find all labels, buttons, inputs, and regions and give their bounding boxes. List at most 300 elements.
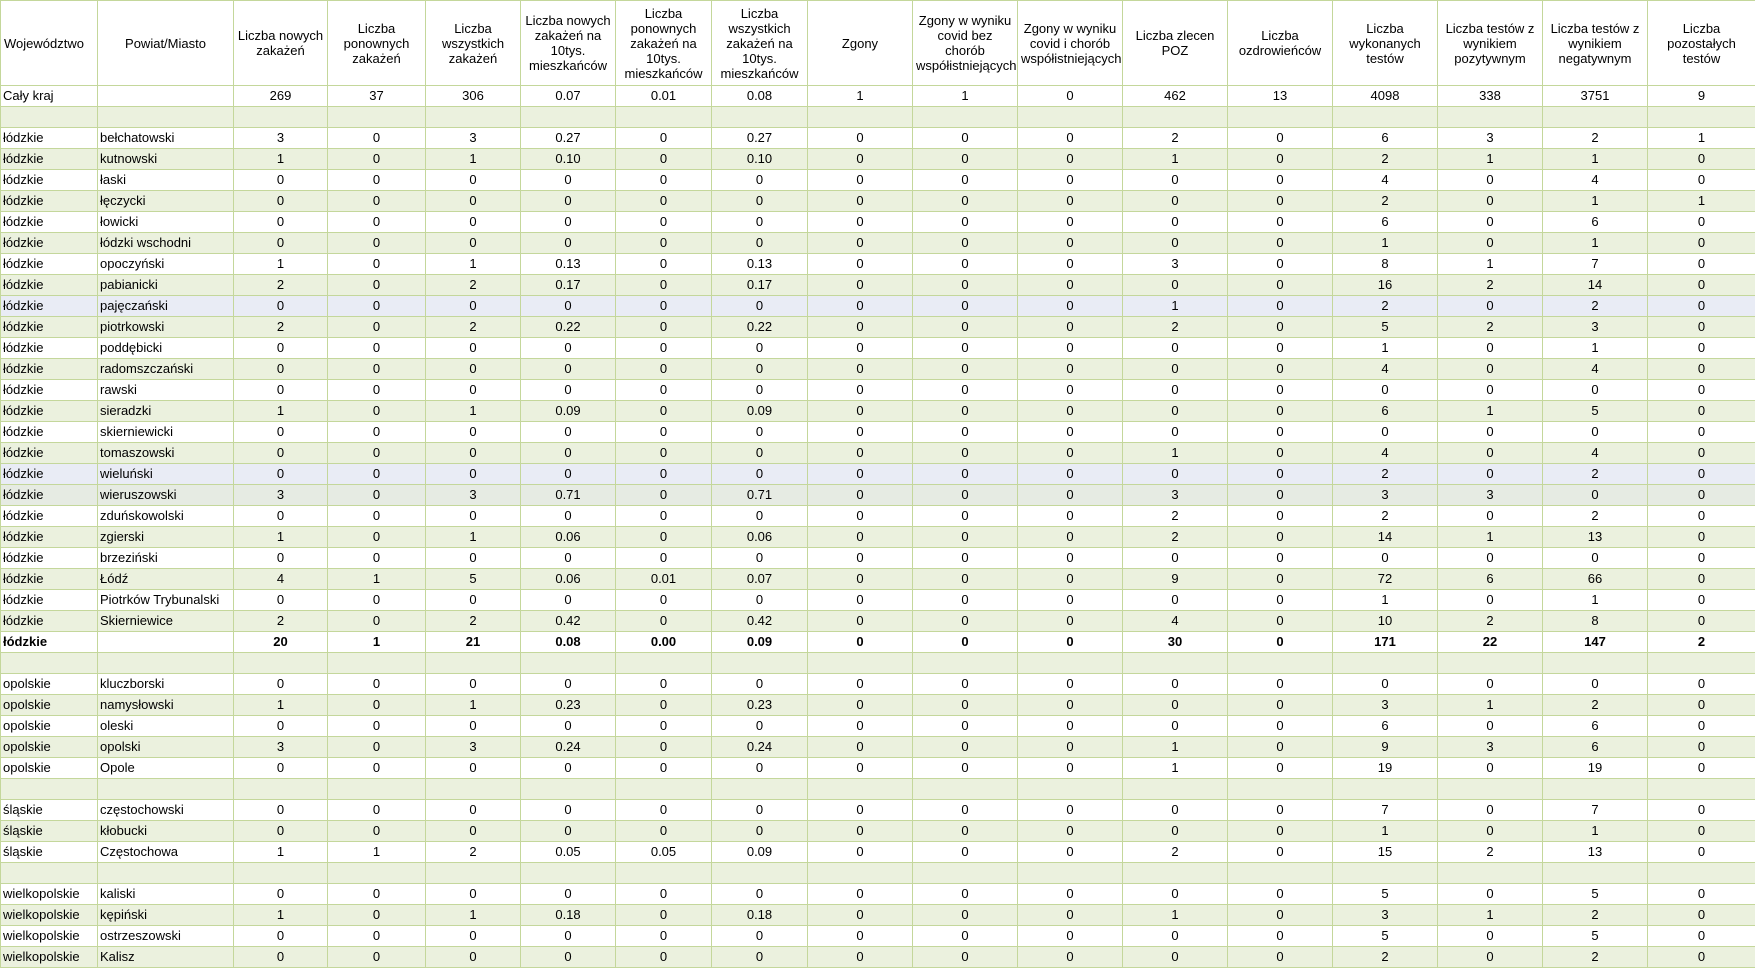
table-cell[interactable] — [712, 863, 808, 884]
table-cell[interactable] — [712, 107, 808, 128]
table-cell[interactable]: 0 — [1438, 674, 1543, 695]
table-cell[interactable]: 1 — [1438, 527, 1543, 548]
table-cell[interactable] — [426, 653, 521, 674]
table-cell[interactable]: 0 — [616, 275, 712, 296]
table-cell[interactable]: 0 — [913, 674, 1018, 695]
table-cell[interactable] — [913, 779, 1018, 800]
table-cell[interactable]: 0 — [1018, 464, 1123, 485]
table-cell[interactable]: 0 — [1228, 527, 1333, 548]
table-cell[interactable]: 0 — [616, 758, 712, 779]
table-cell[interactable] — [808, 863, 913, 884]
table-cell[interactable]: 5 — [1543, 401, 1648, 422]
table-cell[interactable]: 9 — [1333, 737, 1438, 758]
table-cell[interactable]: 0 — [1228, 422, 1333, 443]
table-cell[interactable]: 0 — [234, 548, 328, 569]
table-cell[interactable]: 6 — [1333, 716, 1438, 737]
table-cell[interactable]: 0 — [234, 191, 328, 212]
table-cell[interactable]: 0 — [1228, 317, 1333, 338]
table-cell[interactable]: 3 — [426, 128, 521, 149]
table-cell[interactable] — [521, 779, 616, 800]
table-cell[interactable] — [1333, 863, 1438, 884]
table-cell[interactable]: 3 — [1543, 317, 1648, 338]
table-cell[interactable]: 21 — [426, 632, 521, 653]
table-cell[interactable]: 0 — [1123, 590, 1228, 611]
table-cell[interactable]: 14 — [1333, 527, 1438, 548]
table-cell[interactable]: 0.10 — [712, 149, 808, 170]
table-cell[interactable] — [1648, 107, 1755, 128]
table-cell[interactable]: 1 — [234, 695, 328, 716]
table-cell[interactable]: 0 — [1018, 632, 1123, 653]
table-cell[interactable]: 0 — [1438, 170, 1543, 191]
table-cell[interactable]: 0 — [1018, 170, 1123, 191]
table-cell[interactable]: 0 — [712, 380, 808, 401]
table-cell[interactable]: 3 — [1123, 254, 1228, 275]
table-cell[interactable]: 2 — [1438, 842, 1543, 863]
table-cell[interactable] — [1, 653, 98, 674]
table-cell[interactable]: 1 — [328, 842, 426, 863]
table-cell[interactable]: kluczborski — [98, 674, 234, 695]
table-cell[interactable]: 0 — [328, 716, 426, 737]
table-cell[interactable]: 1 — [1543, 590, 1648, 611]
table-cell[interactable]: 0 — [616, 128, 712, 149]
table-cell[interactable] — [1, 107, 98, 128]
table-cell[interactable]: 3 — [1438, 485, 1543, 506]
table-cell[interactable]: 0 — [712, 947, 808, 968]
table-cell[interactable]: 4 — [1543, 359, 1648, 380]
table-cell[interactable]: 1 — [1123, 149, 1228, 170]
table-cell[interactable]: 0 — [808, 254, 913, 275]
table-cell[interactable]: 0 — [328, 254, 426, 275]
table-cell[interactable]: 0 — [1018, 380, 1123, 401]
table-cell[interactable]: 8 — [1543, 611, 1648, 632]
table-cell[interactable]: 0 — [616, 548, 712, 569]
table-cell[interactable]: 0 — [1123, 170, 1228, 191]
table-cell[interactable]: 0.23 — [712, 695, 808, 716]
table-cell[interactable]: 0 — [1228, 443, 1333, 464]
table-cell[interactable]: 1 — [328, 632, 426, 653]
table-cell[interactable]: 0 — [1228, 359, 1333, 380]
table-cell[interactable]: opolskie — [1, 758, 98, 779]
table-cell[interactable]: 0 — [616, 338, 712, 359]
table-cell[interactable]: łódzkie — [1, 464, 98, 485]
table-cell[interactable]: 0 — [1438, 338, 1543, 359]
table-cell[interactable]: 0 — [1228, 233, 1333, 254]
table-cell[interactable]: 0 — [426, 506, 521, 527]
table-cell[interactable]: 0 — [1228, 170, 1333, 191]
table-cell[interactable]: 3 — [1333, 695, 1438, 716]
table-cell[interactable]: łódzkie — [1, 632, 98, 653]
table-cell[interactable]: 2 — [1333, 947, 1438, 968]
table-cell[interactable]: 0 — [1228, 296, 1333, 317]
table-cell[interactable]: 0 — [1648, 233, 1755, 254]
table-cell[interactable]: łęczycki — [98, 191, 234, 212]
column-header[interactable]: Liczba ponownych zakażeń — [328, 1, 426, 86]
table-cell[interactable]: 2 — [1543, 695, 1648, 716]
table-cell[interactable]: 0 — [913, 380, 1018, 401]
table-cell[interactable]: 0 — [1438, 359, 1543, 380]
table-cell[interactable]: 0 — [616, 170, 712, 191]
table-cell[interactable]: 0 — [1228, 821, 1333, 842]
table-cell[interactable]: 3 — [234, 128, 328, 149]
table-cell[interactable]: 0 — [426, 380, 521, 401]
table-cell[interactable]: 1 — [234, 905, 328, 926]
table-cell[interactable]: 0 — [328, 464, 426, 485]
table-cell[interactable]: 2 — [1123, 128, 1228, 149]
table-cell[interactable]: 0 — [616, 674, 712, 695]
table-cell[interactable]: 0 — [1648, 170, 1755, 191]
column-header[interactable]: Liczba testów z wynikiem negatywnym — [1543, 1, 1648, 86]
table-cell[interactable]: 0 — [1228, 464, 1333, 485]
table-cell[interactable]: 0 — [913, 191, 1018, 212]
table-cell[interactable]: 0 — [1018, 800, 1123, 821]
table-cell[interactable]: 0 — [808, 296, 913, 317]
column-header[interactable]: Powiat/Miasto — [98, 1, 234, 86]
table-cell[interactable]: 0 — [1123, 464, 1228, 485]
table-cell[interactable]: Kalisz — [98, 947, 234, 968]
table-cell[interactable]: 0 — [1123, 380, 1228, 401]
table-cell[interactable]: 13 — [1543, 842, 1648, 863]
table-cell[interactable]: 0 — [328, 821, 426, 842]
table-cell[interactable]: 3 — [234, 485, 328, 506]
table-cell[interactable]: 0 — [808, 149, 913, 170]
table-cell[interactable]: 0 — [234, 380, 328, 401]
table-cell[interactable] — [98, 86, 234, 107]
table-cell[interactable]: 0 — [1018, 695, 1123, 716]
table-cell[interactable]: 0 — [426, 674, 521, 695]
table-cell[interactable]: 0 — [1333, 380, 1438, 401]
table-cell[interactable]: 0 — [1018, 611, 1123, 632]
table-cell[interactable]: 0 — [521, 800, 616, 821]
table-cell[interactable]: 0 — [808, 191, 913, 212]
table-cell[interactable]: ostrzeszowski — [98, 926, 234, 947]
table-cell[interactable]: 0 — [913, 611, 1018, 632]
table-cell[interactable]: 19 — [1543, 758, 1648, 779]
table-cell[interactable]: 147 — [1543, 632, 1648, 653]
table-cell[interactable]: 0.17 — [712, 275, 808, 296]
table-cell[interactable]: 0 — [1228, 212, 1333, 233]
table-cell[interactable]: 0 — [1228, 611, 1333, 632]
table-cell[interactable]: 0 — [1123, 884, 1228, 905]
table-cell[interactable]: 0 — [234, 758, 328, 779]
table-cell[interactable]: 0 — [913, 905, 1018, 926]
table-cell[interactable]: 37 — [328, 86, 426, 107]
table-cell[interactable]: łódzkie — [1, 401, 98, 422]
table-cell[interactable]: 0 — [712, 422, 808, 443]
table-cell[interactable]: 0.05 — [616, 842, 712, 863]
table-cell[interactable]: łódzkie — [1, 527, 98, 548]
table-cell[interactable]: łódzkie — [1, 191, 98, 212]
table-cell[interactable] — [712, 779, 808, 800]
table-cell[interactable]: 0.07 — [521, 86, 616, 107]
table-cell[interactable]: 0 — [808, 947, 913, 968]
table-cell[interactable]: 0 — [1438, 947, 1543, 968]
table-cell[interactable]: 0 — [1648, 716, 1755, 737]
table-cell[interactable]: 0 — [913, 212, 1018, 233]
table-cell[interactable]: 0 — [1018, 716, 1123, 737]
table-cell[interactable]: łowicki — [98, 212, 234, 233]
table-cell[interactable]: 0 — [1543, 422, 1648, 443]
table-cell[interactable]: 2 — [1438, 611, 1543, 632]
table-cell[interactable]: 0 — [328, 422, 426, 443]
table-cell[interactable]: 0.23 — [521, 695, 616, 716]
table-cell[interactable]: 0 — [1648, 212, 1755, 233]
table-cell[interactable]: wieruszowski — [98, 485, 234, 506]
table-cell[interactable]: 0 — [328, 443, 426, 464]
table-cell[interactable]: 0 — [1228, 674, 1333, 695]
table-cell[interactable]: 0 — [1228, 884, 1333, 905]
table-cell[interactable]: 0 — [328, 338, 426, 359]
table-cell[interactable]: 0 — [1018, 821, 1123, 842]
table-cell[interactable] — [1543, 863, 1648, 884]
table-cell[interactable]: 0 — [234, 821, 328, 842]
table-cell[interactable]: 0 — [712, 926, 808, 947]
table-cell[interactable]: 1 — [1438, 254, 1543, 275]
table-cell[interactable]: 0 — [426, 296, 521, 317]
table-cell[interactable] — [1123, 863, 1228, 884]
table-cell[interactable]: 0 — [1123, 548, 1228, 569]
table-cell[interactable]: 0 — [1438, 296, 1543, 317]
table-cell[interactable]: 0 — [521, 590, 616, 611]
table-cell[interactable]: łódzkie — [1, 485, 98, 506]
table-cell[interactable]: 0 — [234, 170, 328, 191]
table-cell[interactable]: 306 — [426, 86, 521, 107]
table-cell[interactable]: 0 — [328, 317, 426, 338]
table-cell[interactable]: 0 — [1648, 926, 1755, 947]
table-cell[interactable]: 0 — [1018, 212, 1123, 233]
table-cell[interactable]: 0 — [616, 233, 712, 254]
table-cell[interactable]: opolski — [98, 737, 234, 758]
table-cell[interactable]: 0 — [1018, 233, 1123, 254]
table-cell[interactable]: 1 — [1543, 191, 1648, 212]
table-cell[interactable]: 0 — [1123, 821, 1228, 842]
table-cell[interactable]: łódzkie — [1, 611, 98, 632]
table-cell[interactable]: 0 — [808, 569, 913, 590]
table-cell[interactable]: 0 — [328, 149, 426, 170]
table-cell[interactable]: 0.13 — [521, 254, 616, 275]
table-cell[interactable] — [234, 863, 328, 884]
table-cell[interactable]: 338 — [1438, 86, 1543, 107]
table-cell[interactable] — [1648, 653, 1755, 674]
table-cell[interactable]: 1 — [1438, 401, 1543, 422]
table-cell[interactable]: 2 — [1123, 842, 1228, 863]
table-cell[interactable]: 5 — [1333, 884, 1438, 905]
table-cell[interactable]: 4098 — [1333, 86, 1438, 107]
table-cell[interactable]: 13 — [1228, 86, 1333, 107]
table-cell[interactable] — [426, 863, 521, 884]
table-cell[interactable]: łaski — [98, 170, 234, 191]
table-cell[interactable]: 0 — [1123, 695, 1228, 716]
table-cell[interactable]: 1 — [1438, 695, 1543, 716]
table-cell[interactable]: wielkopolskie — [1, 905, 98, 926]
table-cell[interactable]: 0 — [426, 212, 521, 233]
table-cell[interactable]: 0 — [913, 359, 1018, 380]
table-cell[interactable]: 0 — [1228, 695, 1333, 716]
table-cell[interactable]: 0.27 — [521, 128, 616, 149]
table-cell[interactable]: 1 — [808, 86, 913, 107]
table-cell[interactable]: 1 — [234, 527, 328, 548]
table-cell[interactable]: 0 — [808, 275, 913, 296]
table-cell[interactable]: 0 — [1228, 842, 1333, 863]
table-cell[interactable]: 0 — [521, 674, 616, 695]
table-cell[interactable]: łódzkie — [1, 149, 98, 170]
table-cell[interactable]: 0 — [1438, 506, 1543, 527]
column-header[interactable]: Liczba nowych zakażeń — [234, 1, 328, 86]
table-cell[interactable]: 0 — [1123, 947, 1228, 968]
table-cell[interactable]: 0.24 — [521, 737, 616, 758]
table-cell[interactable]: 1 — [1123, 905, 1228, 926]
table-cell[interactable]: 0 — [1648, 422, 1755, 443]
table-cell[interactable]: 0 — [1228, 506, 1333, 527]
table-cell[interactable]: 0 — [1018, 296, 1123, 317]
table-cell[interactable]: 0 — [808, 212, 913, 233]
table-cell[interactable]: 0 — [521, 716, 616, 737]
table-cell[interactable]: 0 — [1648, 695, 1755, 716]
table-cell[interactable]: 0.22 — [712, 317, 808, 338]
table-cell[interactable]: 3 — [1333, 485, 1438, 506]
table-cell[interactable]: 0 — [808, 905, 913, 926]
table-cell[interactable]: 1 — [1543, 338, 1648, 359]
table-cell[interactable]: 0 — [616, 443, 712, 464]
table-cell[interactable]: 0 — [521, 443, 616, 464]
table-cell[interactable]: 0 — [1648, 317, 1755, 338]
table-cell[interactable]: 0 — [1333, 674, 1438, 695]
table-cell[interactable]: 0 — [234, 296, 328, 317]
table-cell[interactable]: 0 — [616, 485, 712, 506]
table-cell[interactable]: 0 — [1228, 149, 1333, 170]
table-cell[interactable]: 0 — [808, 695, 913, 716]
table-cell[interactable]: 0 — [1018, 275, 1123, 296]
table-cell[interactable]: 0 — [913, 884, 1018, 905]
table-cell[interactable]: 0.01 — [616, 86, 712, 107]
table-cell[interactable]: 0 — [808, 338, 913, 359]
table-cell[interactable]: 2 — [234, 317, 328, 338]
table-cell[interactable] — [426, 107, 521, 128]
table-cell[interactable]: 0 — [1438, 758, 1543, 779]
table-cell[interactable]: 0 — [1018, 128, 1123, 149]
table-cell[interactable]: 0 — [1648, 338, 1755, 359]
table-cell[interactable]: 3 — [426, 737, 521, 758]
table-cell[interactable]: 3 — [1333, 905, 1438, 926]
table-cell[interactable]: 0 — [1648, 590, 1755, 611]
table-cell[interactable]: 0 — [1018, 548, 1123, 569]
table-cell[interactable]: 0.06 — [521, 527, 616, 548]
table-cell[interactable]: 0 — [616, 422, 712, 443]
table-cell[interactable]: bełchatowski — [98, 128, 234, 149]
table-cell[interactable]: 0 — [521, 947, 616, 968]
column-header[interactable]: Liczba wszystkich zakażeń — [426, 1, 521, 86]
table-cell[interactable] — [1228, 653, 1333, 674]
table-cell[interactable]: 0 — [712, 548, 808, 569]
table-cell[interactable]: 2 — [1543, 128, 1648, 149]
table-cell[interactable] — [1648, 779, 1755, 800]
column-header[interactable]: Liczba ponownych zakażeń na 10tys. mieszkańców — [616, 1, 712, 86]
table-cell[interactable]: 0 — [1648, 884, 1755, 905]
column-header[interactable]: Liczba nowych zakażeń na 10tys. mieszkańców — [521, 1, 616, 86]
table-cell[interactable]: 0 — [616, 926, 712, 947]
table-cell[interactable] — [1228, 107, 1333, 128]
table-cell[interactable]: 0 — [234, 884, 328, 905]
table-cell[interactable]: 4 — [1333, 443, 1438, 464]
table-cell[interactable] — [328, 863, 426, 884]
table-cell[interactable]: 0 — [1648, 443, 1755, 464]
table-cell[interactable]: 0 — [426, 422, 521, 443]
table-cell[interactable]: 0 — [521, 380, 616, 401]
table-cell[interactable]: 0 — [426, 548, 521, 569]
table-cell[interactable]: 0 — [1018, 590, 1123, 611]
table-cell[interactable]: zgierski — [98, 527, 234, 548]
table-cell[interactable]: 2 — [1543, 464, 1648, 485]
table-cell[interactable]: 0.42 — [521, 611, 616, 632]
table-cell[interactable]: 0 — [1018, 674, 1123, 695]
table-cell[interactable]: 0 — [913, 632, 1018, 653]
table-cell[interactable]: 9 — [1123, 569, 1228, 590]
table-cell[interactable]: 0 — [1228, 338, 1333, 359]
table-cell[interactable] — [234, 107, 328, 128]
table-cell[interactable]: 0 — [328, 401, 426, 422]
table-cell[interactable]: 0 — [913, 170, 1018, 191]
table-cell[interactable]: 3 — [1438, 737, 1543, 758]
table-cell[interactable]: 0 — [1648, 737, 1755, 758]
table-cell[interactable]: 0 — [913, 296, 1018, 317]
table-cell[interactable]: 0 — [1438, 422, 1543, 443]
table-cell[interactable]: wieluński — [98, 464, 234, 485]
table-cell[interactable]: 0 — [1333, 548, 1438, 569]
table-cell[interactable]: 0 — [808, 590, 913, 611]
table-cell[interactable]: 0 — [1648, 359, 1755, 380]
table-cell[interactable]: 6 — [1333, 401, 1438, 422]
table-cell[interactable]: namysłowski — [98, 695, 234, 716]
table-cell[interactable]: 4 — [1333, 359, 1438, 380]
table-cell[interactable]: 0.22 — [521, 317, 616, 338]
table-cell[interactable]: 4 — [1543, 443, 1648, 464]
table-cell[interactable]: 0 — [1018, 758, 1123, 779]
table-cell[interactable]: 0 — [1648, 527, 1755, 548]
table-cell[interactable]: 0 — [1648, 800, 1755, 821]
table-cell[interactable]: 0 — [808, 401, 913, 422]
table-cell[interactable]: 1 — [1648, 128, 1755, 149]
table-cell[interactable]: 0 — [712, 233, 808, 254]
table-cell[interactable]: śląskie — [1, 800, 98, 821]
table-cell[interactable]: 0 — [1018, 506, 1123, 527]
table-cell[interactable]: 1 — [234, 149, 328, 170]
table-cell[interactable]: 0 — [1648, 758, 1755, 779]
table-cell[interactable]: 4 — [1123, 611, 1228, 632]
table-cell[interactable]: 0 — [1648, 296, 1755, 317]
table-cell[interactable]: 0 — [1228, 254, 1333, 275]
table-cell[interactable]: 0 — [328, 380, 426, 401]
table-cell[interactable]: 1 — [1123, 443, 1228, 464]
table-cell[interactable]: 0 — [616, 905, 712, 926]
table-cell[interactable]: 462 — [1123, 86, 1228, 107]
table-cell[interactable] — [913, 863, 1018, 884]
table-cell[interactable]: 10 — [1333, 611, 1438, 632]
table-cell[interactable]: 0 — [712, 359, 808, 380]
table-cell[interactable]: 0 — [616, 800, 712, 821]
table-cell[interactable]: 2 — [234, 611, 328, 632]
table-cell[interactable]: łódzkie — [1, 548, 98, 569]
table-cell[interactable]: 0 — [328, 233, 426, 254]
table-cell[interactable]: 0 — [808, 506, 913, 527]
table-cell[interactable]: 0 — [1438, 716, 1543, 737]
table-cell[interactable]: 7 — [1543, 800, 1648, 821]
table-cell[interactable]: 0 — [913, 758, 1018, 779]
table-cell[interactable]: 0 — [913, 947, 1018, 968]
table-cell[interactable]: 0.06 — [712, 527, 808, 548]
table-cell[interactable]: 0 — [234, 464, 328, 485]
table-cell[interactable]: 0 — [712, 716, 808, 737]
table-cell[interactable]: 0 — [1123, 212, 1228, 233]
table-cell[interactable]: wielkopolskie — [1, 884, 98, 905]
